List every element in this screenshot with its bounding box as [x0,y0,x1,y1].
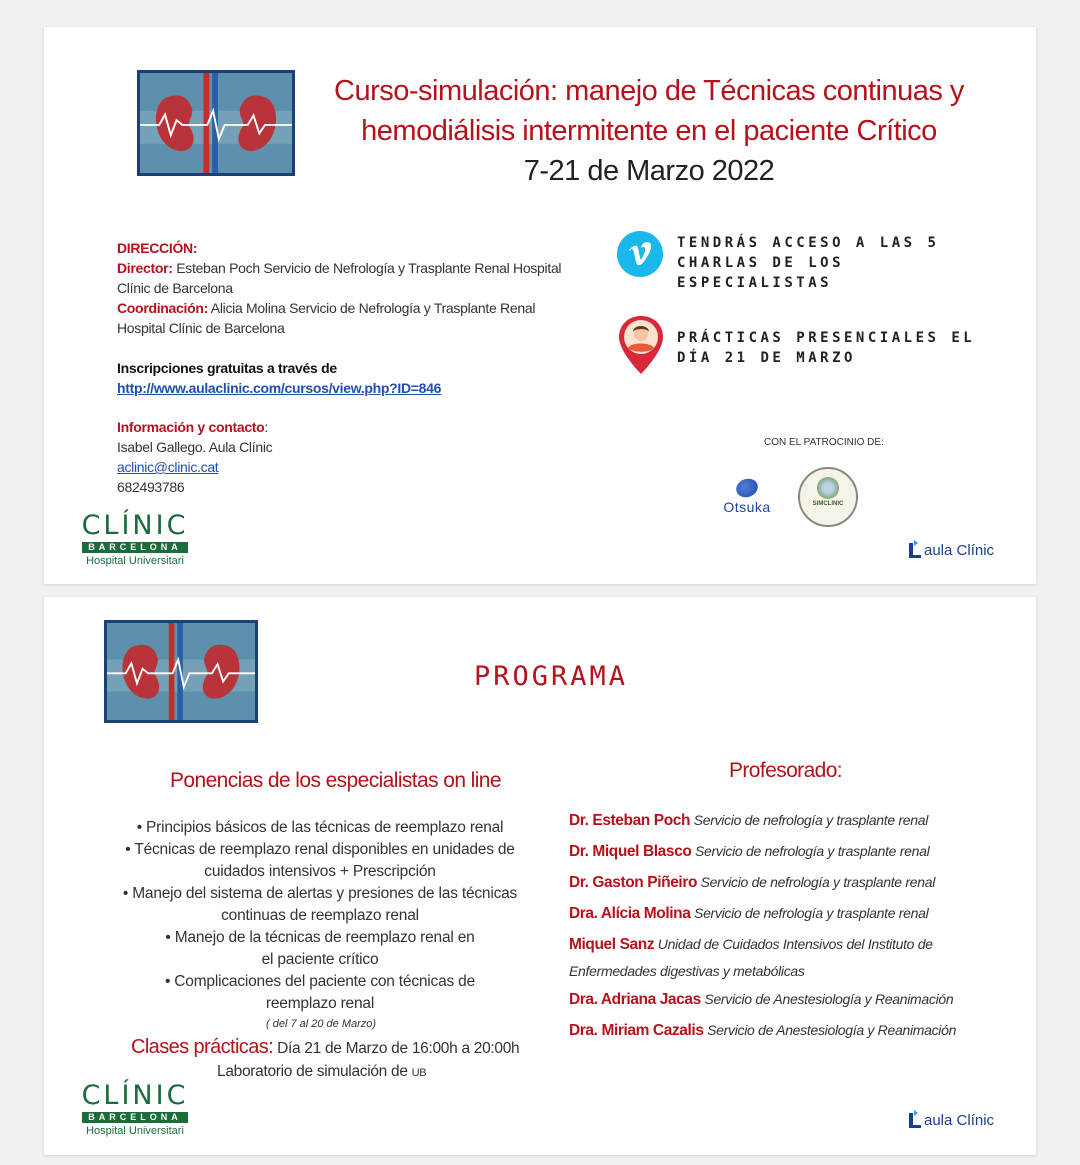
list-item: Dra. Alícia Molina Servicio de nefrología y trasplante renal [569,905,929,922]
clases-practicas [131,1036,551,1085]
contact-phone: 682493786 [117,479,185,495]
info-colon: : [264,419,269,435]
list-item: • Complicaciones del paciente con técnicas de reemplazo renal [164,973,476,1012]
clinic-logo-name: CLÍNIC [81,510,189,541]
otsuka-mark-icon [734,476,761,500]
kidney-illustration-2 [104,620,258,723]
clinic-logo-sub: Hospital Universitari [86,1125,184,1137]
coordinacion-text: Alicia Molina Servicio de Nefrología y Trasplante Renal [207,300,536,316]
simclinic-flower-icon [817,477,839,499]
profesorado-list [569,805,1009,1046]
inscripciones-text: Inscripciones gratuitas a través de [117,360,337,376]
clinic-barcelona-logo [80,511,190,568]
coordinacion-label: Coordinación: [117,300,208,316]
location-person-icon [617,314,665,376]
list-item: • Manejo de la técnicas de reemplazo renal en el paciente crítico [165,929,475,968]
list-item: Dr. Miquel Blasco Servicio de nefrología y trasplante renal [569,843,930,860]
aula-mark-icon [908,1109,922,1129]
vimeo-icon [617,231,663,277]
clinic-logo-band: BARCELONA [82,1112,188,1123]
otsuka-logo [717,479,777,524]
course-title [314,71,984,191]
director-text: Esteban Poch Servicio de Nefrología y Trasplante Renal Hospital [172,260,562,276]
feature-practicas [677,328,1007,368]
feature1-line-1: TENDRÁS ACCESO A LAS 5 [677,235,940,251]
profesorado-title: Profesorado: [729,759,843,782]
clinic-logo-band: BARCELONA [82,542,188,553]
contact-name: Isabel Gallego. Aula Clínic [117,439,273,455]
flyer-page-1 [44,27,1036,584]
feature2-line-2: DÍA 21 DE MARZO [677,350,856,366]
course-date: 7-21 de Marzo 2022 [523,155,775,187]
title-line-1: Curso-simulación: manejo de Técnicas continuas y [334,75,964,107]
aula-mark-icon [908,539,922,559]
coordinacion-text-2: Hospital Clínic de Barcelona [117,320,285,336]
list-item: • Manejo del sistema de alertas y presiones de las técnicas continuas de reemplazo renal [122,885,518,924]
clinic-logo-name: CLÍNIC [81,1080,189,1111]
clases-text-2: Laboratorio de simulación de [217,1063,412,1080]
ponencias-title: Ponencias de los especialistas on line [170,769,501,792]
feature1-line-3: ESPECIALISTAS [677,275,833,291]
list-item: Miquel Sanz Unidad de Cuidados Intensivos del Instituto de Enfermedades digestivas y metabólicas [569,936,933,979]
sponsor-heading: CON EL PATROCINIO DE: [764,437,884,448]
clinic-logo-sub: Hospital Universitari [86,555,184,567]
list-item: • Técnicas de reemplazo renal disponibles en unidades de cuidados intensivos + Prescripción [125,841,515,880]
simclinic-text: SIMCLINIC [812,501,844,507]
direccion-heading: DIRECCIÓN: [117,240,198,256]
dates-note: ( del 7 al 20 de Marzo) [266,1018,377,1030]
inscripciones-link[interactable]: http://www.aulaclinic.com/cursos/view.php?ID=846 [117,380,442,396]
otsuka-text: Otsuka [723,499,771,515]
aula-clinic-logo-2 [908,1109,994,1129]
contact-email-link[interactable]: aclinic@clinic.cat [117,459,219,475]
flyer-page-2 [44,597,1036,1155]
info-label: Información y contacto [117,419,265,435]
clases-label: Clases prácticas: [131,1036,274,1058]
simclinic-logo [798,467,858,527]
feature-online-talks [677,233,1007,293]
feature1-line-2: CHARLAS DE LOS [677,255,845,271]
aula-clinic-logo [908,539,994,559]
clinic-barcelona-logo-2 [80,1081,190,1138]
clases-ub: UB [411,1067,427,1079]
director-text-2: Clínic de Barcelona [117,280,233,296]
kidney-illustration [137,70,295,176]
clases-text: Día 21 de Marzo de 16:00h a 20:00h [273,1040,520,1057]
aula-logo-text: aula Clínic [924,542,995,559]
feature2-line-1: PRÁCTICAS PRESENCIALES EL [677,330,976,346]
title-line-2: hemodiálisis intermitente en el paciente Crítico [361,115,937,147]
list-item: Dr. Esteban Poch Servicio de nefrología y trasplante renal [569,812,929,829]
list-item: Dr. Gaston Piñeiro Servicio de nefrología y trasplante renal [569,874,936,891]
list-item: Dra. Miriam Cazalis Servicio de Anestesiología y Reanimación [569,1022,957,1039]
direction-block [117,238,587,497]
ponencias-list [90,817,550,1015]
programa-heading: PROGRAMA [474,661,629,692]
director-label: Director: [117,260,173,276]
aula-logo-text: aula Clínic [924,1112,995,1129]
list-item: Dra. Adriana Jacas Servicio de Anestesiología y Reanimación [569,991,954,1008]
list-item: • Principios básicos de las técnicas de reemplazo renal [136,819,504,836]
